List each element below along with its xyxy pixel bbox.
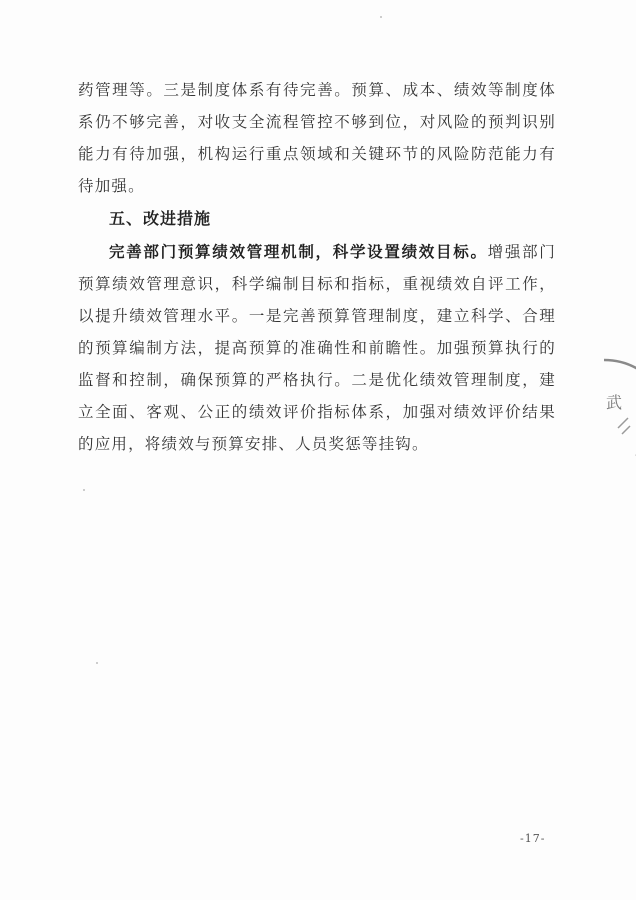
seal-fragment-character: 武 [606, 393, 623, 412]
page-number: -17- [520, 832, 546, 845]
continuation-paragraph: 药管理等。三是制度体系有待完善。预算、成本、绩效等制度体系仍不够完善，对收支全流程管控不够到位，对风险的预判识别能力有待加强，机构运行重点领域和关键环节的风险防范能力有待加强。 [78, 81, 556, 195]
seal-stroke-marks [618, 418, 630, 434]
scan-speck [83, 489, 85, 491]
measures-lead-sentence: 完善部门预算绩效管理机制，科学设置绩效目标。 [109, 243, 488, 261]
measures-body-text: 增强部门预算绩效管理意识，科学编制目标和指标，重视绩效自评工作，以提升绩效管理水平。一是完善预算管理制度，建立科学、合理的预算编制方法，提高预算的准确性和前瞻性。加强预算执行的监督和控制，确保预算的严格执行。二是优化绩效管理制度，建立全面、客观、公正的绩效评价指标体系，加强对绩效评价结果的应用，将绩效与预算安排、人员奖惩等挂钩。 [78, 243, 556, 453]
official-seal-fragment [600, 356, 636, 466]
scan-speck [96, 662, 98, 664]
document-body [78, 74, 556, 460]
measures-paragraph [78, 236, 556, 460]
section-heading: 五、改进措施 [109, 209, 212, 228]
scan-speck [380, 16, 382, 18]
